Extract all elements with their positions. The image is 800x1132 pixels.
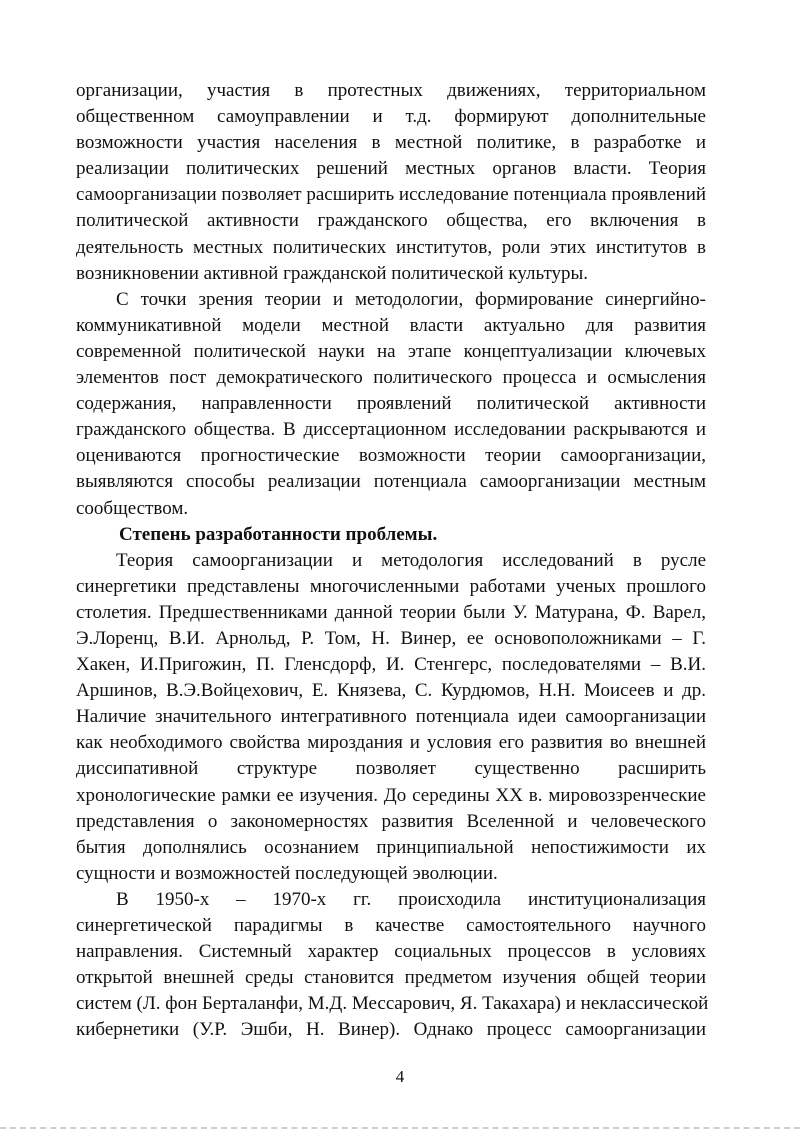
text-line: коммуникативной модели местной власти актуально для развития (76, 314, 706, 336)
text-line: Хакен, И.Пригожин, П. Гленсдорф, И. Стенгерс, последователями – В.И. (76, 654, 706, 676)
text-line: элементов пост демократического политического процесса и осмысления (76, 367, 706, 389)
page-bottom-divider (0, 1127, 800, 1129)
text-line: как необходимого свойства мироздания и условия его развития во внешней (76, 732, 706, 754)
section-heading: Степень разработанности проблемы. (119, 523, 438, 545)
text-line: возможности участия населения в местной политике, в разработке и (76, 132, 706, 154)
text-line: Аршинов, В.Э.Войцехович, Е. Князева, С. Курдюмов, Н.Н. Моисеев и др. (76, 680, 706, 702)
text-line: хронологические рамки ее изучения. До середины XX в. мировоззренческие (76, 784, 706, 806)
text-line: синергетической парадигмы в качестве самостоятельного научного (76, 915, 706, 936)
text-line: В 1950-х – 1970-х гг. происходила институционализация (116, 888, 706, 910)
text-line: возникновении активной гражданской политической культуры. (76, 262, 589, 284)
text-line: Теория самоорганизации и методология исследований в русле (116, 549, 706, 571)
text-line: оцениваются прогностические возможности теории самоорганизации, (76, 445, 706, 467)
text-line: диссипативной структуре позволяет существенно расширить (76, 758, 706, 780)
text-line: кибернетики (У.Р. Эшби, Н. Винер). Однако процесс самоорганизации (76, 1019, 706, 1041)
text-line: представления о закономерностях развития Вселенной и человеческого (76, 810, 706, 832)
text-line: деятельность местных политических институтов, роли этих институтов в (76, 236, 706, 258)
text-line: содержания, направленности проявлений политической активности (76, 393, 706, 415)
text-line: направления. Системный характер социальных процессов в условиях (76, 941, 706, 963)
text-line: политической активности гражданского общества, его включения в (76, 210, 706, 232)
document-body (76, 78, 709, 1043)
text-line: синергетики представлены многочисленными работами ученых прошлого (76, 575, 706, 597)
text-line: реализации политических решений местных органов власти. Теория (76, 158, 706, 180)
text-line: современной политической науки на этапе концептуализации ключевых (76, 340, 706, 362)
text-line: Наличие значительного интегративного потенциала идеи самоорганизации (76, 706, 706, 728)
text-line: организации, участия в протестных движениях, территориальном (76, 80, 706, 101)
text-line: самоорганизации позволяет расширить исследование потенциала проявлений (76, 184, 707, 206)
text-line: общественном самоуправлении и т.д. формируют дополнительные (76, 106, 706, 128)
text-line: Э.Лоренц, В.И. Арнольд, Р. Том, Н. Винер, ее основоположниками – Г. (76, 627, 706, 649)
text-line: С точки зрения теории и методологии, формирование синергийно- (116, 288, 706, 310)
text-line: открытой внешней среды становится предметом изучения общей теории (76, 967, 706, 989)
text-line: сообществом. (76, 497, 189, 519)
page-number: 4 (395, 1067, 405, 1086)
text-line: выявляются способы реализации потенциала самоорганизации местным (76, 471, 706, 493)
text-line: бытия дополнялись осознанием принципиальной непостижимости их (76, 836, 706, 858)
text-line: систем (Л. фон Берталанфи, М.Д. Месcарович, Я. Такахара) и неклассической (76, 993, 709, 1015)
text-line: гражданского общества. В диссертационном исследовании раскрываются и (76, 419, 706, 441)
text-line: сущности и возможностей последующей эволюции. (76, 862, 498, 884)
text-line: столетия. Предшественниками данной теории были У. Матурана, Ф. Варел, (76, 601, 706, 623)
